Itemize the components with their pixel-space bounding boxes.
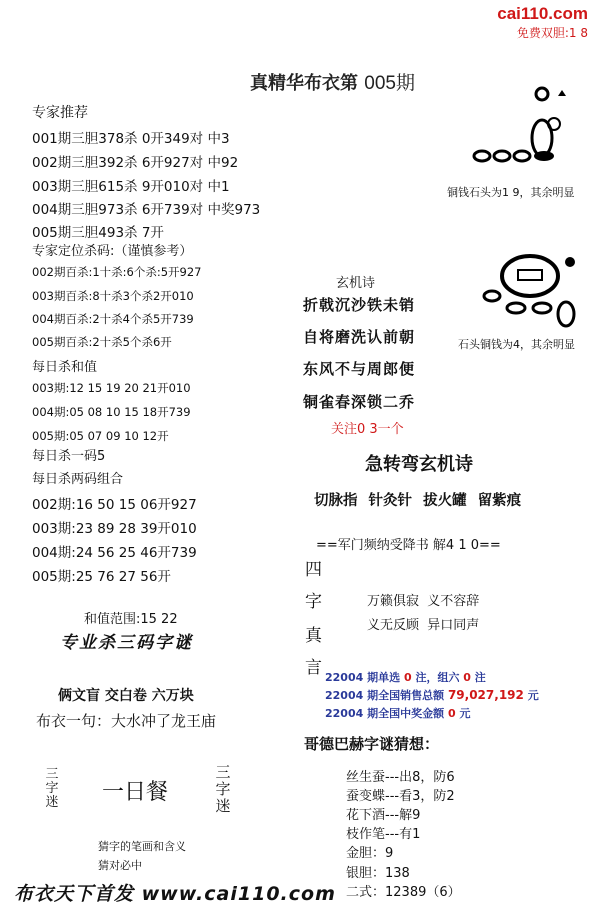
footer-banner[interactable]: 布衣天下首发 www.cai110.com: [14, 883, 336, 905]
daily-sum-heading: 每日杀和值: [32, 360, 98, 375]
kill-two-row: 005期:25 76 27 56开: [32, 569, 171, 585]
daily-sum-row: 005期:05 07 09 10 12开: [32, 429, 169, 443]
lottery-value: 0: [463, 671, 471, 684]
four-char: 言: [305, 658, 322, 678]
daily-sum-row: 003期:12 15 19 20 21开010: [32, 381, 191, 395]
kill-two-row: 004期:24 56 25 46开739: [32, 545, 197, 561]
title-period: 005期: [364, 73, 415, 94]
san-zi-mi-left: [44, 768, 60, 810]
goethe-row: 枝作笔---有1: [346, 827, 421, 842]
coin-note-2: 石头铜钱为4，其余明显: [458, 338, 575, 351]
lottery-sales: [325, 687, 539, 703]
poem-heading: 玄机诗: [336, 276, 376, 291]
expert-row: 004期三胆973杀 6开739对 中奖973: [32, 202, 261, 218]
expert-row: 002期三胆392杀 6开927对 中92: [32, 155, 239, 171]
goethe-row: 金胆：9: [346, 846, 394, 861]
lottery-label: 注，组六: [415, 671, 460, 684]
position-heading: 专家定位杀码:（谨慎参考）: [32, 244, 193, 259]
expert-heading: 专家推荐: [32, 105, 88, 121]
position-row: 003期百杀:8十杀3个杀2开010: [32, 289, 194, 303]
expert-row: 001期三胆378杀 0开349对 中3: [32, 131, 230, 147]
four-char: 四: [305, 560, 322, 580]
goethe-row: 二式：12389（6）: [346, 885, 461, 900]
poem2-heading: 急转弯玄机诗: [365, 454, 473, 475]
san-zi-mi-char: 迷: [45, 795, 59, 810]
expert-row: 005期三胆493杀 7开: [32, 225, 164, 241]
kill-one: 每日杀一码5: [32, 449, 106, 464]
lottery-label: 22004 期单选: [325, 671, 401, 684]
goethe-row: 花下酒---解9: [346, 808, 421, 823]
coin-note-1: 铜钱石头为1 9，其余明显: [447, 186, 575, 199]
four-words-row: 万籁俱寂 义不容辞: [367, 594, 480, 609]
hint-strokes: 猜字的笔画和含义: [98, 840, 186, 853]
coin-stone-icon: [462, 80, 592, 172]
stone-coin-icon: [480, 240, 590, 330]
lottery-label: 元: [459, 707, 471, 720]
site-logo[interactable]: cai110.com: [497, 4, 588, 23]
goethe-row: 蚕变蝶---看3，防2: [346, 789, 455, 804]
san-zi-mi-char: 三: [45, 767, 59, 782]
poem2-solution: ==军门频纳受降书 解4 1 0==: [316, 538, 501, 553]
poem2-line: 切脉指 针灸针 拔火罐 留紫痕: [314, 493, 522, 509]
title-text: 真精华布衣第: [250, 73, 358, 94]
page-title: [250, 68, 415, 95]
lottery-single: [325, 669, 486, 685]
position-row: 004期百杀:2十杀4个杀5开739: [32, 312, 194, 326]
sum-range: 和值范围:15 22: [84, 612, 178, 627]
one-day-meal: 一日餐: [102, 780, 169, 805]
kill-two-heading: 每日杀两码组合: [32, 472, 124, 487]
kill-two-row: 002期:16 50 15 06开927: [32, 497, 197, 513]
san-zi-mi-char: 字: [45, 781, 59, 796]
poem-focus: 关注0 3一个: [331, 422, 404, 437]
daily-sum-row: 004期:05 08 10 15 18开739: [32, 405, 191, 419]
poem-line: 自将磨洗认前朝: [303, 328, 416, 346]
lottery-label: 22004 期全国中奖金额: [325, 707, 445, 720]
san-zi-mi-right: [214, 764, 232, 815]
hint-win: 猜对必中: [98, 859, 142, 872]
buyi-line: 布衣一句：大水冲了龙王庙: [36, 712, 217, 730]
lottery-label: 元: [527, 689, 539, 702]
kill-two-row: 003期:23 89 28 39开010: [32, 521, 197, 537]
poem-line: 铜雀春深锁二乔: [303, 393, 416, 411]
lottery-value: 0: [447, 707, 456, 720]
free-pick: 免费双胆:1 8: [516, 26, 588, 40]
position-row: 002期百杀:1十杀:6个杀:5开927: [32, 265, 202, 279]
goethe-heading: 哥德巴赫字谜猜想：: [304, 735, 440, 753]
lottery-value: 79,027,192: [447, 688, 524, 702]
four-words-row: 义无反顾 异口同声: [367, 618, 480, 633]
san-zi-mi-char: 三: [215, 763, 231, 781]
poem-line: 东风不与周郎便: [303, 360, 416, 378]
riddle-line: 俩文盲 交白卷 六万块: [58, 688, 194, 704]
san-zi-mi-char: 迷: [215, 797, 231, 815]
san-zi-mi-char: 字: [215, 780, 231, 798]
four-char: 字: [305, 592, 322, 612]
lottery-prize: [325, 705, 470, 721]
poem-line: 折戟沉沙铁未销: [303, 296, 416, 314]
goethe-row: 银胆：138: [346, 866, 410, 881]
lottery-label: 注: [474, 671, 486, 684]
expert-row: 003期三胆615杀 9开010对 中1: [32, 179, 230, 195]
position-row: 005期百杀:2十杀5个杀6开: [32, 335, 172, 349]
riddle-title: 专业杀三码字谜: [60, 633, 193, 653]
goethe-row: 丝生蚕---出8，防6: [346, 770, 455, 785]
four-char: 真: [305, 626, 322, 646]
lottery-value: 0: [403, 671, 412, 684]
lottery-label: 22004 期全国销售总额: [325, 689, 445, 702]
